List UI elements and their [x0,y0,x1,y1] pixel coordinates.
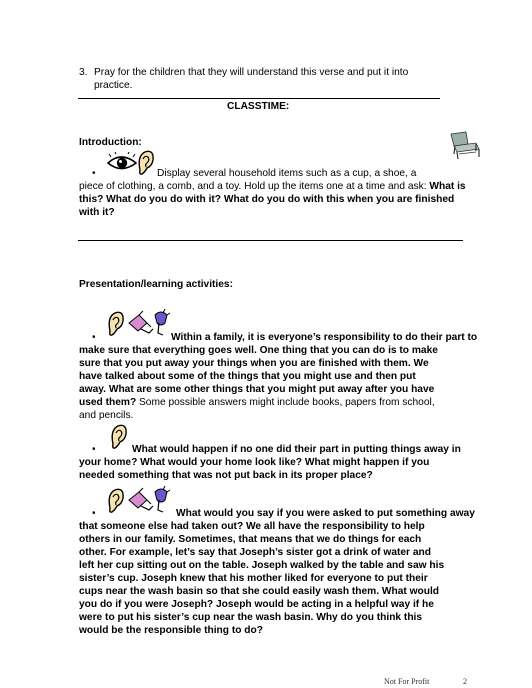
intro-bullet: • [92,168,96,179]
footer-text: Not For Profit [384,677,430,686]
p1-line-5: away. What are some other things that you might put away after you have [79,384,435,395]
ear-icon [107,311,125,337]
ear-icon [110,424,128,450]
p3-line-4: other. For example, let’s say that Joseph’s sister got a drink of water and [79,547,431,558]
p2-line-2: your home? What would your home look like? What might happen if you [79,457,430,468]
p2-line-1: What would happen if no one did their part in putting things away in [132,444,461,455]
p3-line-1: What would you say if you were asked to put something away [176,508,475,519]
classtime-heading: CLASSTIME: [227,101,290,112]
p3-bullet: • [92,508,96,519]
p2-line-3: needed something that was not put back in its proper place? [79,470,373,481]
p3-line-6: sister’s cup. Joseph knew that his mother liked for everyone to put their [79,573,428,584]
p1-line-4: have talked about some of the things that you might use and then put [79,371,416,382]
item-3-line-1: Pray for the children that they will understand this verse and put it into [94,67,409,78]
p3-line-9: were to put his sister’s cup near the wash basin. Why do you think this [79,612,423,623]
presentation-heading: Presentation/learning activities: [79,279,233,290]
intro-line-4: with it? [79,207,115,218]
intro-line-2 [79,180,466,193]
item-3-line-2: practice. [94,80,133,91]
p3-line-7: cups near the wash basin so that she could easily wash them. What would [79,586,440,597]
hands-icon [125,309,171,337]
introduction-heading: Introduction: [79,137,142,148]
intro-line-1: Display several household items such as a cup, a shoe, a [157,168,417,179]
hands-icon [125,486,171,514]
p3-line-5: left her cup sitting out on the table. Joseph walked by the table and saw his [79,560,445,571]
chair-icon [446,130,482,160]
p2-bullet: • [92,444,96,455]
p3-line-8: you do if you were Joseph? Joseph would be acting in a helpful way if he [79,599,434,610]
eye-icon [107,152,137,172]
ear-icon [107,488,125,514]
intro-line-3: this? What do you do with it? What do you do with this when you are finished [79,194,455,205]
p1-line-2: make sure that everything goes well. One thing that you can do is to make [79,345,438,356]
p1-line-7: and pencils. [79,410,134,421]
divider [78,98,440,99]
p1-line-6 [79,396,435,409]
page-number: 2 [463,677,467,686]
p3-line-3: others in our family. Sometimes, that means that we do things for each [79,534,422,545]
p1-line-1: Within a family, it is everyone’s responsibility to do their part to [171,332,478,343]
ear-icon [137,150,155,176]
item-number: 3. [79,67,88,78]
p1-question-end: used them? [79,397,137,408]
p3-line-2: that someone else had taken out? We all have the responsibility to help [79,521,425,532]
p1-answers-text: Some possible answers might include books, papers from school, [136,397,435,408]
intro-line-2-text: piece of clothing, a comb, and a toy. Hold up the items one at a time and ask: [79,181,430,192]
intro-question-start: What is [429,181,466,192]
divider [78,240,463,241]
p3-line-10: would be the responsible thing to do? [79,625,263,636]
p1-line-3: sure that you put away your things when you are finished with them. We [79,358,429,369]
p1-bullet: • [92,332,96,343]
